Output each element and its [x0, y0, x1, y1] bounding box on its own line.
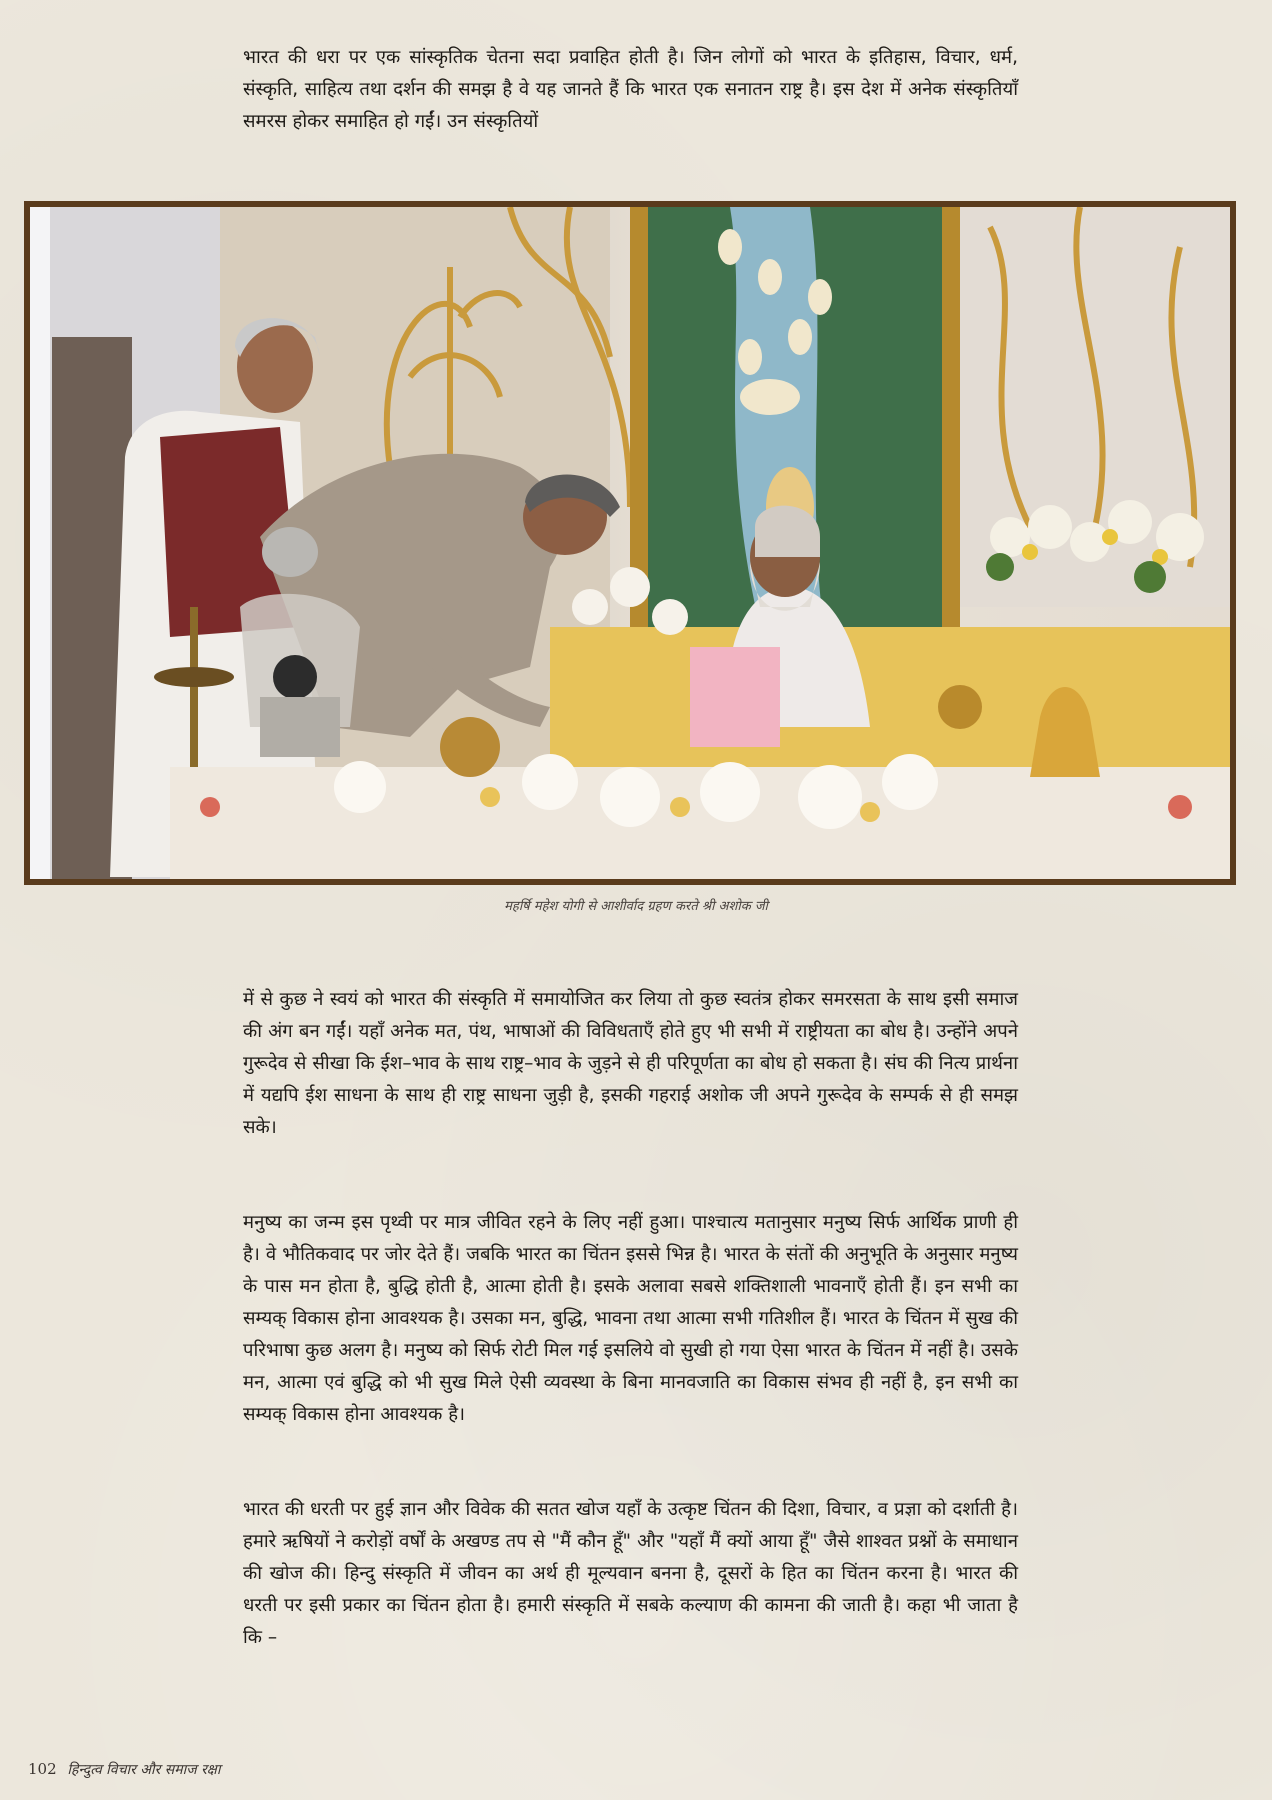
- photo: [30, 207, 1230, 879]
- paragraph-human-purpose: मनुष्य का जन्म इस पृथ्वी पर मात्र जीवित रहने के लिए नहीं हुआ। पाश्चात्य मतानुसार मनुष्य सिर्फ आर्थिक प्राणी ही है। वे भौतिकवाद पर जोर देते हैं। जबकि भारत का चिंतन इससे भिन्न है। भारत के संतों की अनुभूति के अनुसार मनुष्य के पास मन होता है, बुद्धि होती है, आत्मा होती है। इसके अलावा सबसे शक्तिशाली भावनाएँ होती हैं। इन सभी का सम्यक् विकास होना आवश्यक है। उसका मन, बुद्धि, भावना तथा आत्मा सभी गतिशील हैं। भारत के चिंतन में सुख की परिभाषा कुछ अलग है। मनुष्य को सिर्फ रोटी मिल गई इसलिये वो सुखी हो गया ऐसा भारत के चिंतन में नहीं है। उसके मन, आत्मा एवं बुद्धि को भी सुख मिले ऐसी व्यवस्था के बिना मानवजाति का विकास संभव ही नहीं है, इन सभी का सम्यक् विकास होना आवश्यक है।: [243, 1212, 1018, 1425]
- photo-frame: [24, 201, 1236, 885]
- photo-caption: महर्षि महेश योगी से आशीर्वाद ग्रहण करते श्री अशोक जी: [504, 899, 768, 914]
- paragraph-knowledge-quest: भारत की धरती पर हुई ज्ञान और विवेक की सतत खोज यहाँ के उत्कृष्ट चिंतन की दिशा, विचार, व प्रज्ञा को दर्शाती है। हमारे ऋषियों ने करोड़ों वर्षों के अखण्ड तप से "मैं कौन हूँ" और "यहाँ मैं क्यों आया हूँ" जैसे शाश्वत प्रश्नों के समाधान की खोज की। हिन्दु संस्कृति में जीवन का अर्थ ही मूल्यवान बनना है, दूसरों के हित का चिंतन करना है। भारत की धरती पर इसी प्रकार का चिंतन होता है। हमारी संस्कृति में सबके कल्याण की कामना की जाती है। कहा भी जाता है कि –: [243, 1499, 1018, 1648]
- paragraph-continuation: में से कुछ ने स्वयं को भारत की संस्कृति में समायोजित कर लिया तो कुछ स्वतंत्र होकर समरसता के साथ इसी समाज की अंग बन गईं। यहाँ अनेक मत, पंथ, भाषाओं की विविधताएँ होते हुए भी सभी में राष्ट्रीयता का बोध है। उन्होंने अपने गुरूदेव से सीखा कि ईश–भाव के साथ राष्ट्र–भाव के जुड़ने से ही परिपूर्णता का बोध हो सकता है। संघ की नित्य प्रार्थना में यद्यपि ईश साधना के साथ ही राष्ट्र साधना जुड़ी है, इसकी गहराई अशोक जी अपने गुरूदेव के सम्पर्क से ही समझ सके।: [243, 989, 1018, 1138]
- page-footer: [28, 1760, 220, 1779]
- page-number: 102: [28, 1760, 57, 1778]
- photo-illustration: [30, 207, 1230, 879]
- paragraph-intro: भारत की धरा पर एक सांस्कृतिक चेतना सदा प्रवाहित होती है। जिन लोगों को भारत के इतिहास, विचार, धर्म, संस्कृति, साहित्य तथा दर्शन की समझ है वे यह जानते हैं कि भारत एक सनातन राष्ट्र है। इस देश में अनेक संस्कृतियाँ समरस होकर समाहित हो गईं। उन संस्कृतियों: [243, 47, 1018, 132]
- book-title: हिन्दुत्व विचार और समाज रक्षा: [67, 1762, 221, 1778]
